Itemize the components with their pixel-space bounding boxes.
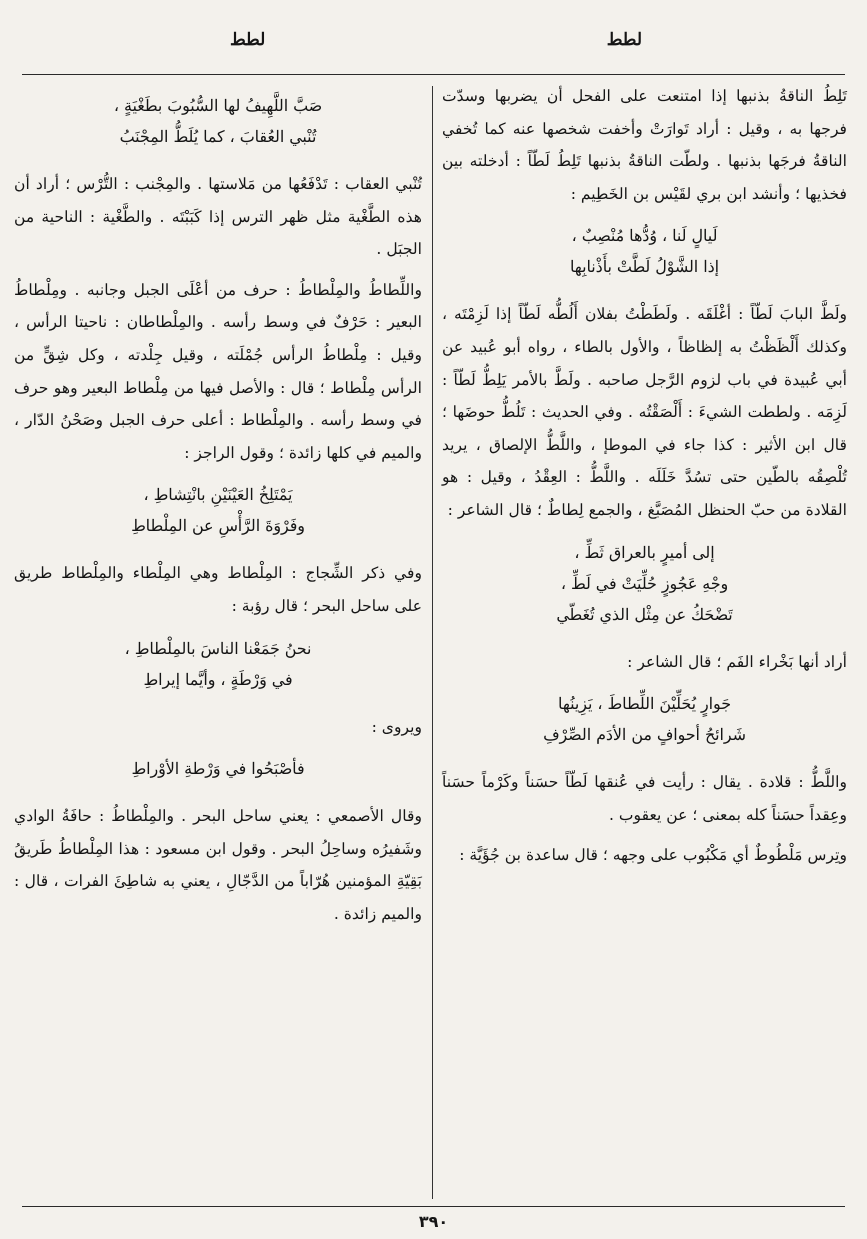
- paragraph: ويروى :: [371, 717, 422, 736]
- paragraph: تُنْبي العقاب : تَدْفَعُها من مَلاستها . والمِجْنب : التُّرْس ؛ أراد أن هذه الطَّغْية مثل ظهر الترس إذا كَبَبْتَه . والطَّغْية : الناحية من الجبَل .: [14, 175, 422, 259]
- verse-line: إذا الشَّوْلُ لَطَّتْ بأَذْنابِها: [569, 257, 720, 277]
- verse-line: جَوارٍ يُحَلِّيْنَ اللِّطاطَ ، يَزِينُها: [558, 694, 731, 714]
- verse-line: في وَرْطَةٍ ، وأيَّما إيراطِ: [143, 669, 293, 689]
- paragraph: وتِرس مَلْطُوطٌ أي مَكْبُوب على وجهه ؛ قال ساعدة بن جُؤَيَّة :: [459, 846, 847, 865]
- verse-line: صَبَّ اللَّهِيفُ لها السُّبُوبَ بطَغْيَةٍ ،: [113, 96, 323, 115]
- paragraph: واللِّطاطُ والمِلْطاطُ : حرف من أعْلَى الجبل وجانبه . ومِلْطاطُ البعير : حَرْفٌ في وسط رأسه . والمِلْطاطان : ناحيتا الرأس ، وقيل : مِلْطاطُ الرأس جُمْلَته ، وقيل جِلْدته ، وكل شِقٍّ من الرأس مِلْطاط ؛ قال : والأصل فيها من مِلْطاط البعير وهو حرف في وسط رأسه . والمِلْطاط : أعلى حرف الجبل وصَحْنُ الدّار ، والميم في كلها زائدة ؛ وقول الراجز :: [14, 280, 422, 462]
- verse: [14, 90, 422, 152]
- verse-line: تَضْحَكُ عن مِثْل الذي تُغَطّي: [556, 604, 733, 624]
- paragraph: وقال الأصمعي : يعني ساحل البحر . والمِلْطاطُ : حافَةُ الوادي وشَفيرُه وساحِلُ البحر . وقول ابن مسعود : هذا المِلْطاطُ طَريقُ بَقِيّةِ المؤمنين هُرّاباً من الدَّجّالِ ، يعني به شاطِئَ الفرات ، قال : والميم زائدة .: [14, 807, 422, 923]
- right-column: [442, 80, 847, 1199]
- page-number: ٣٩٠: [418, 1212, 449, 1231]
- verse: [14, 753, 422, 784]
- paragraph: وفي ذكر الشِّجاج : المِلْطاط وهي المِلْطاء والمِلْطاط طريق على ساحل البحر ؛ قال رؤبة :: [14, 564, 422, 615]
- paragraph: ولَطَّ البابَ لَطّاً : أغْلَقَه . ولَطَطْتُ بفلان أَلُطُّه لَطّاً إذا لَزِمْتَه ، وكذلك أَلْظَظْتُ به إلظاظاً ، والأول بالطاء ، رواه أبو عُبيد عن أبي عُبيدة في باب لزوم الرَّجل صاحبه . ولَطَّ بالأمر يَلِطُّ لَطّاً : لَزِمَه . ولططت الشيءَ : أَلْصَقْتُه . وفي الحديث : تَلُطُّ حوضَها ؛ قال ابن الأثير : كذا جاء في الموطإ ، واللَّطُّ الإلصاق ، يريد تُلْصِقُه بالطّين حتى تسُدَّ خَلَلَه . واللَّطُّ : العِقْدُ ، وقيل : هو القلادة من حبّ الحنظل المُصَبَّغ ، والجمع لِطاطٌ ؛ قال الشاعر :: [442, 305, 847, 519]
- left-column: [14, 80, 422, 1199]
- verse-line: شَرائحُ أحوافٍ من الأدَم الصِّرْفِ: [543, 725, 746, 745]
- verse-line: لَيالٍ لَنا ، وُدُّها مُنْصِبٌ ،: [571, 226, 718, 246]
- verse-line: تُنْبي العُقابَ ، كما يُلَطُّ المِجْنَبُ: [119, 127, 317, 146]
- verse: [442, 220, 847, 282]
- verse: [14, 479, 422, 541]
- page-header: [30, 28, 837, 60]
- verse: [442, 688, 847, 750]
- column-divider: [432, 86, 433, 1199]
- verse: [14, 633, 422, 695]
- paragraph: أراد أنها بَخْراء الفَم ؛ قال الشاعر :: [627, 652, 847, 671]
- paragraph: تَلِطُ الناقةُ بذنبها إذا امتنعت على الفحل أن يضربها وسدّت فرجها به ، وقيل : أراد تَوارَتْ وأخفت شخصها عنه كما تُخفي الناقةُ فرجَها بذنبها . ولطّت الناقةُ بذنبها تَلِطُ لَطّاً : أدخلته بين فخذيها ؛ وأنشد ابن بري لقَيْس بن الخَطِيم :: [442, 87, 847, 203]
- verse-line: فأصْبَحُوا في وَرْطةِ الأوْراطِ: [131, 759, 305, 779]
- paragraph: واللَّطُّ : قلادة . يقال : رأيت في عُنقها لَطّاً حسَناً وكَرْماً حسَناً وعِقداً حسَناً كله بمعنى ؛ عن يعقوب .: [442, 773, 847, 824]
- verse-line: إلى أميرٍ بالعراق ثَطِّ ،: [574, 542, 715, 562]
- verse-line: نحنُ جَمَعْنا الناسَ بالمِلْطاطِ ،: [124, 638, 312, 658]
- bottom-rule: [22, 1206, 845, 1207]
- verse-line: يَمْتَلِخُ العَيْنَيْنِ بانْتِشاطِ ،: [143, 485, 293, 505]
- header-right-keyword: لطط: [606, 30, 642, 50]
- verse-line: وفَرْوَةَ الرَّأْسِ عن المِلْطاطِ: [131, 516, 305, 536]
- header-left-keyword: لطط: [230, 30, 266, 50]
- top-rule: [22, 74, 845, 75]
- verse-line: وجْهِ عَجُوزٍ حُلِّيَتْ في لَطِّ ،: [560, 573, 729, 593]
- verse: [442, 537, 847, 630]
